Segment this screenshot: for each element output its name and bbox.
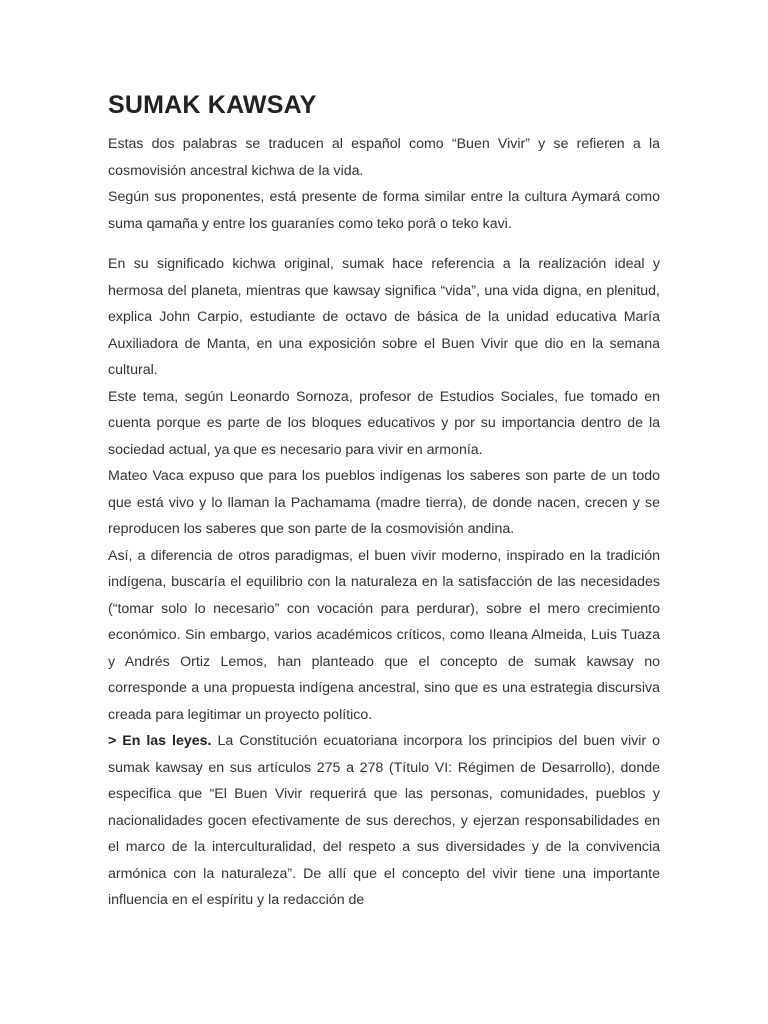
laws-text: La Constitución ecuatoriana incorpora los principios del buen vivir o sumak kawsay en sus artículos 275 a 278 (Título VI: Régimen de Desarrollo), donde especifica que “El Buen Vivir requerirá que las personas, comunidades, pueblos y nacionalidades gocen efectivamente de sus derechos, y ejerzan responsabilidades en el marco de la interculturalidad, del respeto a sus diversidades y de la convivencia armónica con la naturaleza”. De allí que el concepto del vivir tiene una importante influencia en el espíritu y la redacción de [108,733,660,908]
paragraph-paradigmas: Así, a diferencia de otros paradigmas, el buen vivir moderno, inspirado en la tradición indígena, buscaría el equilibrio con la naturaleza en la satisfacción de las necesidades (“tomar solo lo necesario” con vocación para perdurar), sobre el mero crecimiento económico. Sin embargo, varios académicos críticos, como Ileana Almeida, Luis Tuaza y Andrés Ortiz Lemos, han planteado que el concepto de sumak kawsay no corresponde a una propuesta indígena ancestral, sino que es una estrategia discursiva creada para legitimar un proyecto político. [108,547,660,723]
laws-label: > En las leyes. [108,733,212,749]
paragraph-buen-vivir: Estas dos palabras se traducen al español como “Buen Vivir” y se refieren a la cosmovisión ancestral kichwa de la vida. [108,136,660,179]
paragraph-pachamama: Mateo Vaca expuso que para los pueblos indígenas los saberes son parte de un todo que está vivo y lo llaman la Pachamama (madre tierra), de donde nacen, crecen y se reproducen los saberes que son parte de la cosmovisión andina. [108,468,660,537]
paragraph-leyes [108,728,660,914]
paragraph-tema: Este tema, según Leonardo Sornoza, profesor de Estudios Sociales, fue tomado en cuenta porque es parte de los bloques educativos y por su importancia dentro de la sociedad actual, ya que es necesario para vivir en armonía. [108,388,660,458]
document-title: SUMAK KAWSAY [108,91,317,119]
paragraph-proponentes: Según sus proponentes, está presente de forma similar entre la cultura Aymará como suma qamaña y entre los guaraníes como teko porâ o teko kavi. [108,189,660,232]
document-page [108,88,660,914]
paragraph-significado: En su significado kichwa original, sumak hace referencia a la realización ideal y hermosa del planeta, mientras que kawsay significa “vida”, una vida digna, en plenitud, explica John Carpio, estudiante de octavo de básica de la unidad educativa María Auxiliadora de Manta, en una exposición sobre el Buen Vivir que dio en la semana cultural. [108,256,660,378]
